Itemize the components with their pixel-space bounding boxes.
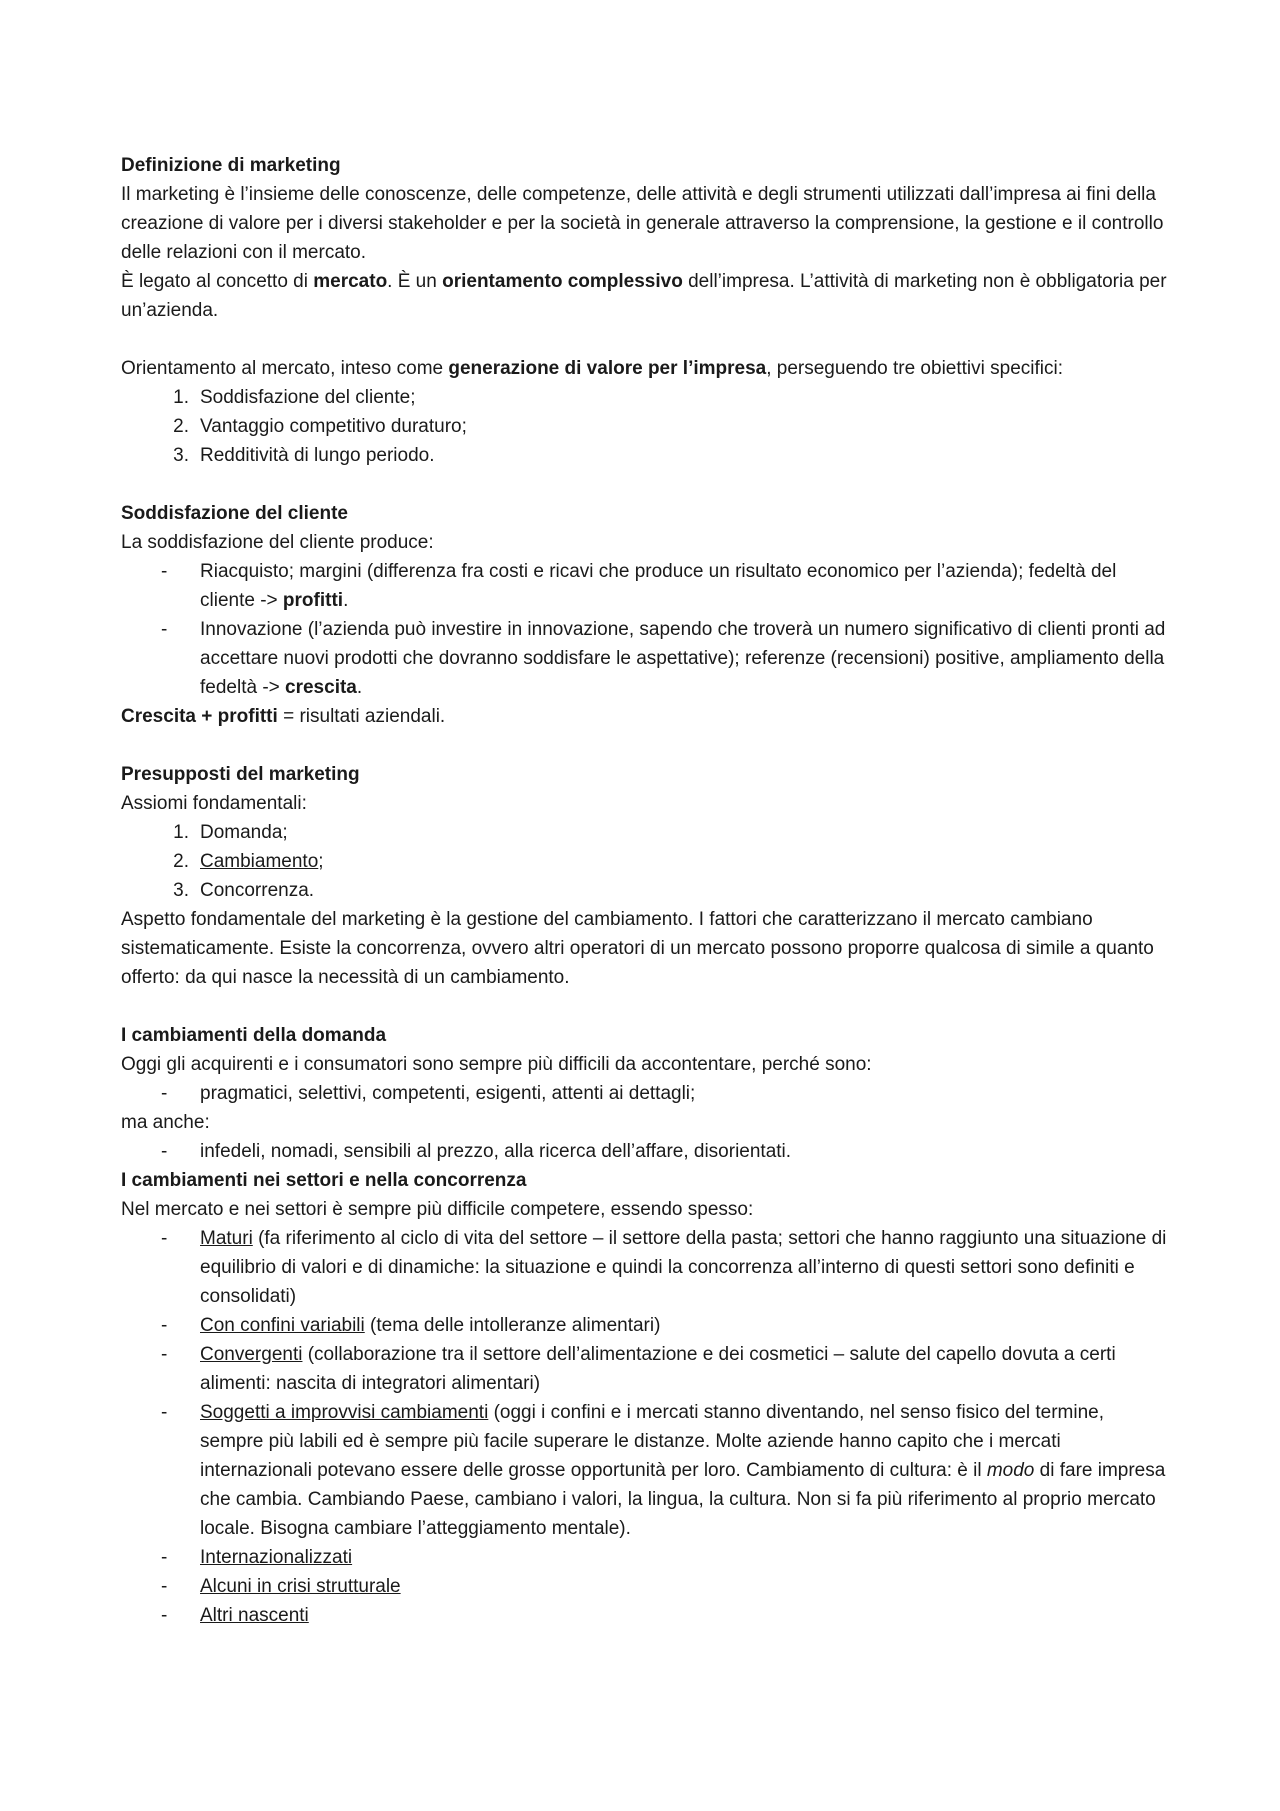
paragraph-ma-anche: ma anche: xyxy=(121,1112,210,1133)
dash-marker: - xyxy=(161,1315,168,1336)
bullet-list-domanda-2 xyxy=(121,1137,1171,1166)
text-run: dell’impresa. L’attività di marketing non è obbligatoria per un’azienda. xyxy=(121,271,1167,321)
list-item xyxy=(121,1079,1171,1108)
paragraph-intro: Oggi gli acquirenti e i consumatori sono sempre più difficili da accontentare, perché sono: xyxy=(121,1054,872,1075)
text-run: (fa riferimento al ciclo di vita del settore – il settore della pasta; settori che hanno raggiunto una situazione di equilibrio di valori e di dinamiche: la situazione e quindi la concorrenza all’interno di questi settori sono definiti e consolidati) xyxy=(200,1228,1167,1307)
bold-run: profitti xyxy=(282,590,344,611)
dash-marker: - xyxy=(161,1141,168,1162)
text-run: Innovazione (l’azienda può investire in innovazione, sapendo che troverà un numero significativo di clienti pronti ad accettare nuovi prodotti che dovranno soddisfare le aspettative); referenze (recensioni) positive, ampliamento della fedeltà -> xyxy=(200,619,1166,698)
paragraph-cambiamento: Aspetto fondamentale del marketing è la gestione del cambiamento. I fattori che caratterizzano il mercato cambiano sistematicamente. Esiste la concorrenza, ovvero altri operatori di un mercato possono proporre qualcosa di simile a quanto offerto: da qui nasce la necessità di un cambiamento. xyxy=(121,909,1154,988)
text-run: È legato al concetto di xyxy=(121,271,314,292)
list-item-text: pragmatici, selettivi, competenti, esigenti, attenti ai dettagli; xyxy=(200,1083,696,1104)
list-item-text: Soddisfazione del cliente; xyxy=(200,387,416,408)
list-number: 2. xyxy=(173,851,189,872)
dash-marker: - xyxy=(161,561,168,582)
underlined-term: Maturi xyxy=(200,1228,253,1249)
underlined-term: Alcuni in crisi strutturale xyxy=(200,1576,401,1597)
list-number: 3. xyxy=(173,445,189,466)
list-item xyxy=(121,1398,1171,1543)
dash-marker: - xyxy=(161,1402,168,1423)
numbered-list-assiomi xyxy=(121,818,1171,905)
bold-run: mercato xyxy=(313,271,388,292)
paragraph-intro: Nel mercato e nei settori è sempre più difficile competere, essendo spesso: xyxy=(121,1199,754,1220)
bullet-list-settori xyxy=(121,1224,1171,1630)
dash-marker: - xyxy=(161,1083,168,1104)
bullet-list-domanda-1 xyxy=(121,1079,1171,1108)
underlined-term: Altri nascenti xyxy=(200,1605,309,1626)
spacer xyxy=(121,992,1171,1021)
text-run: , perseguendo tre obiettivi specifici: xyxy=(766,358,1063,379)
bold-run: orientamento complessivo xyxy=(442,271,683,292)
numbered-list-obiettivi xyxy=(121,383,1171,470)
underlined-term: Soggetti a improvvisi cambiamenti xyxy=(200,1402,489,1423)
paragraph-intro: La soddisfazione del cliente produce: xyxy=(121,532,434,553)
list-item xyxy=(121,818,1171,847)
heading-soddisfazione-cliente: Soddisfazione del cliente xyxy=(121,503,348,524)
bold-run: Crescita + profitti xyxy=(121,706,278,727)
text-run: (tema delle intolleranze alimentari) xyxy=(364,1315,661,1336)
text-run: Orientamento al mercato, inteso come xyxy=(121,358,449,379)
list-item xyxy=(121,1601,1171,1630)
list-item xyxy=(121,1137,1171,1166)
spacer xyxy=(121,731,1171,760)
list-item xyxy=(121,383,1171,412)
list-item xyxy=(121,615,1171,702)
text-run: Riacquisto; margini (differenza fra costi e ricavi che produce un risultato economico per l’azienda); fedeltà del cliente -> xyxy=(200,561,1117,611)
text-run: . È un xyxy=(387,271,443,292)
text-run: . xyxy=(308,880,315,901)
dash-marker: - xyxy=(161,1547,168,1568)
spacer xyxy=(121,325,1171,354)
paragraph-intro: Assiomi fondamentali: xyxy=(121,793,307,814)
bold-run: crescita xyxy=(285,677,357,698)
list-item xyxy=(121,847,1171,876)
text-run: ; xyxy=(282,822,288,843)
list-item xyxy=(121,1224,1171,1311)
dash-marker: - xyxy=(161,1605,168,1626)
list-number: 3. xyxy=(173,880,189,901)
list-item-text: Domanda xyxy=(200,822,283,843)
text-run: (oggi i confini e i mercati stanno diventando, nel senso fisico del termine, sempre più labili ed è sempre più facile superare le distanze. Molte aziende hanno capito che i mercati internazionali potevano essere delle grosse opportunità per loro. Cambiamento di cultura: è il xyxy=(200,1402,1105,1481)
underlined-term: Convergenti xyxy=(200,1344,303,1365)
paragraph-risultati xyxy=(121,702,1171,731)
heading-definizione-marketing: Definizione di marketing xyxy=(121,155,341,176)
paragraph-mercato xyxy=(121,267,1171,325)
list-item xyxy=(121,1572,1171,1601)
dash-marker: - xyxy=(161,1344,168,1365)
text-run: di fare impresa che cambia. Cambiando Paese, cambiano i valori, la lingua, la cultura. Non si fa più riferimento al proprio mercato locale. Bisogna cambiare l’atteggiamento mentale). xyxy=(200,1460,1166,1539)
underlined-term: Con confini variabili xyxy=(200,1315,365,1336)
italic-run: modo xyxy=(986,1460,1035,1481)
dash-marker: - xyxy=(161,619,168,640)
list-item xyxy=(121,1340,1171,1398)
dash-marker: - xyxy=(161,1576,168,1597)
paragraph-orientamento xyxy=(121,354,1171,383)
list-number: 1. xyxy=(173,387,189,408)
heading-presupposti-marketing: Presupposti del marketing xyxy=(121,764,360,785)
list-number: 2. xyxy=(173,416,189,437)
list-number: 1. xyxy=(173,822,189,843)
spacer xyxy=(121,470,1171,499)
list-item xyxy=(121,557,1171,615)
text-run: ; xyxy=(318,851,324,872)
text-run: . xyxy=(356,677,363,698)
list-item xyxy=(121,441,1171,470)
paragraph-definizione: Il marketing è l’insieme delle conoscenze, delle competenze, delle attività e degli strumenti utilizzati dall’impresa ai fini della creazione di valore per i diversi stakeholder e per la società in generale attraverso la comprensione, la gestione e il controllo delle relazioni con il mercato. xyxy=(121,184,1164,263)
heading-cambiamenti-settori: I cambiamenti nei settori e nella concorrenza xyxy=(121,1170,527,1191)
text-run: (collaborazione tra il settore dell’alimentazione e dei cosmetici – salute del capello dovuta a certi alimenti: nascita di integratori alimentari) xyxy=(200,1344,1116,1394)
list-item xyxy=(121,1311,1171,1340)
dash-marker: - xyxy=(161,1228,168,1249)
list-item xyxy=(121,876,1171,905)
bold-run: generazione di valore per l’impresa xyxy=(448,358,767,379)
list-item xyxy=(121,1543,1171,1572)
list-item-text: infedeli, nomadi, sensibili al prezzo, alla ricerca dell’affare, disorientati. xyxy=(200,1141,792,1162)
heading-cambiamenti-domanda: I cambiamenti della domanda xyxy=(121,1025,387,1046)
document-body xyxy=(121,151,1171,1630)
text-run: . xyxy=(343,590,349,611)
list-item-text: Vantaggio competitivo duraturo; xyxy=(200,416,467,437)
bullet-list-soddisfazione xyxy=(121,557,1171,702)
underlined-term: Cambiamento xyxy=(200,851,319,872)
underlined-term: Internazionalizzati xyxy=(200,1547,353,1568)
list-item xyxy=(121,412,1171,441)
list-item-text: Redditività di lungo periodo. xyxy=(200,445,435,466)
text-run: = risultati aziendali. xyxy=(277,706,446,727)
list-item-text: Concorrenza xyxy=(200,880,309,901)
